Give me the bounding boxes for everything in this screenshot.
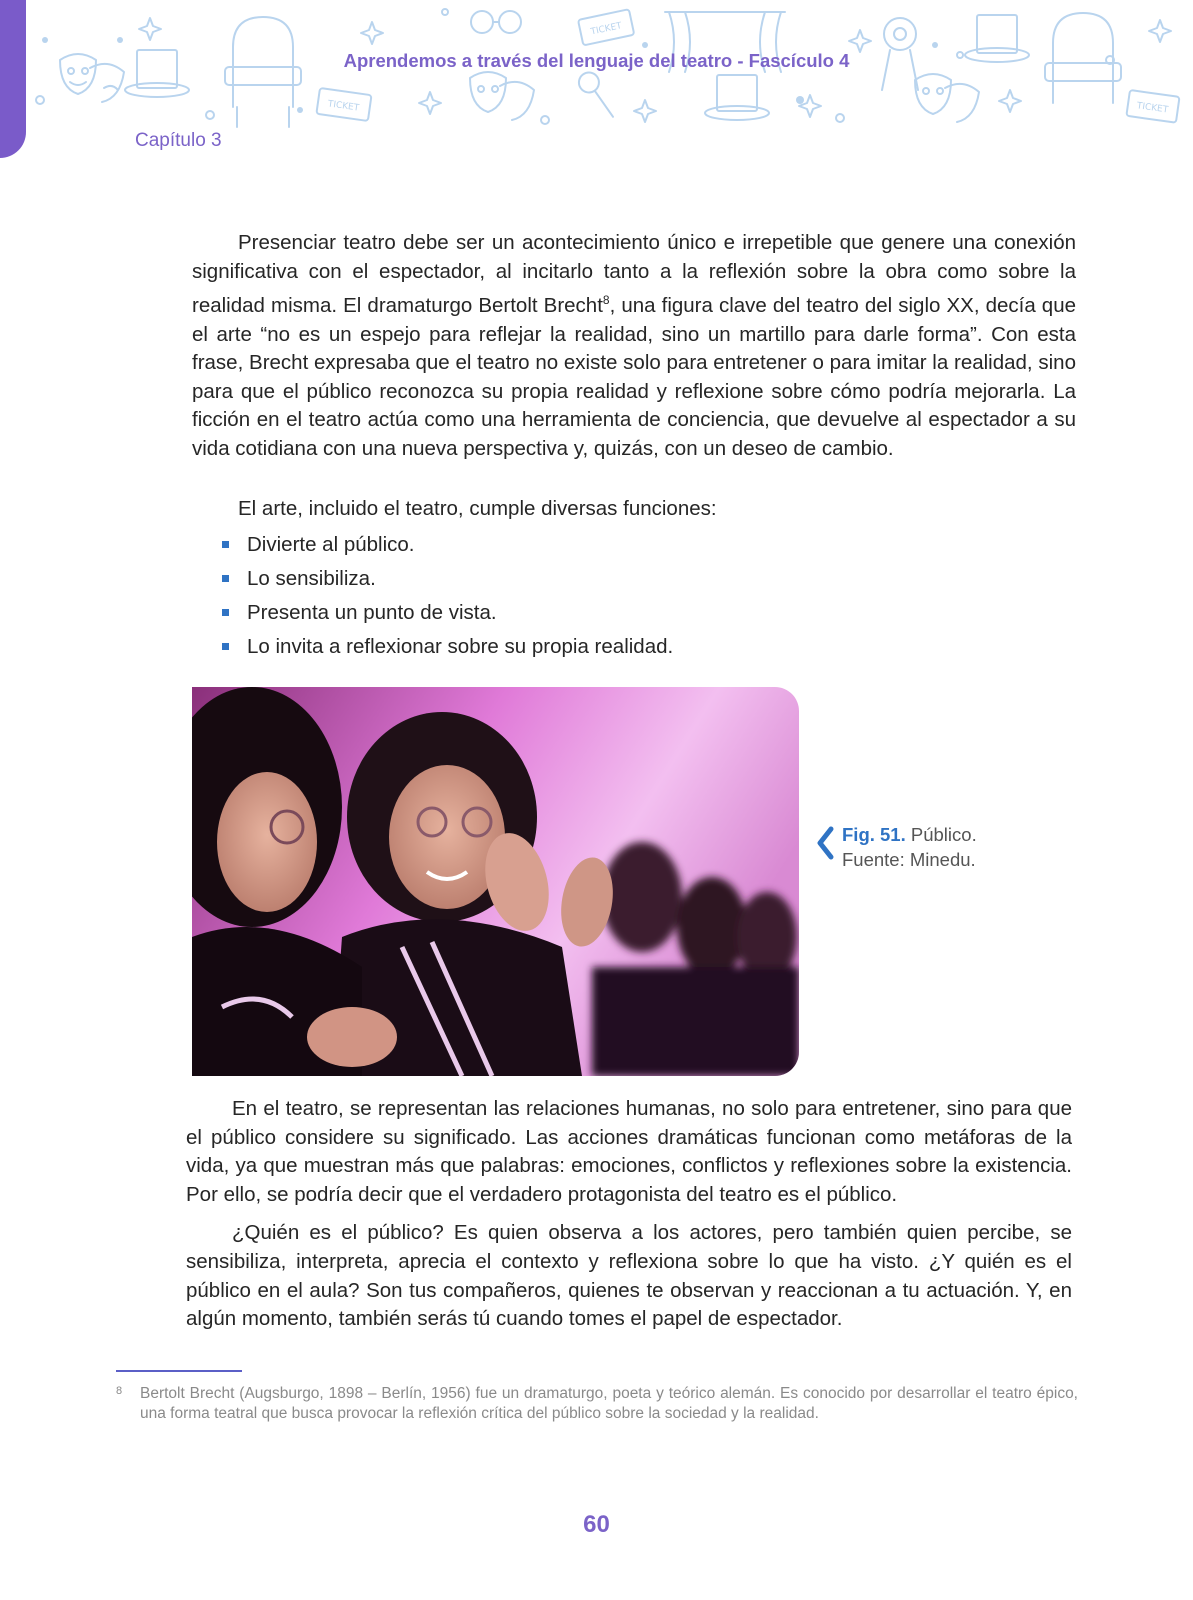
binoculars-icon bbox=[471, 11, 521, 33]
figure-source: Fuente: Minedu. bbox=[842, 849, 976, 870]
caption-text bbox=[842, 822, 977, 872]
throne-icon bbox=[225, 17, 301, 127]
footnote-text: Bertolt Brecht (Augsburgo, 1898 – Berlín, 1956) fue un dramaturgo, poeta y teórico alemán. Es conocido por desarrollar el teatro épico, una forma teatral que busca provocar la reflexión crítica del público sobre la sociedad y la realidad. bbox=[140, 1385, 1078, 1422]
ticket-icon bbox=[316, 88, 371, 121]
bullet-icon bbox=[222, 541, 229, 548]
list-item bbox=[222, 565, 673, 599]
list-item-text: Divierte al público. bbox=[247, 533, 415, 556]
fascicle-title: Aprendemos a través del lenguaje del teatro - Fascículo 4 bbox=[343, 50, 850, 71]
figure-caption bbox=[817, 822, 977, 872]
list-item bbox=[222, 599, 673, 633]
figure-title: Público. bbox=[910, 824, 977, 845]
list-item bbox=[222, 531, 673, 565]
closing-paragraphs bbox=[186, 1095, 1072, 1334]
page-number: 60 bbox=[583, 1511, 610, 1538]
paragraph: ¿Quién es el público? Es quien observa a los actores, pero también quien percibe, se sensibiliza, interpreta, aprecia el contexto y reflexiona sobre lo que ha visto. ¿Y quién es el público en el aula? Son tus compañeros, quienes te observan y reaccionan a tu actuación. Y, en algún momento, también serás tú cuando tomes el papel de espectador. bbox=[186, 1221, 1072, 1331]
figure-label: Fig. 51. bbox=[842, 824, 906, 845]
list-item-text: Presenta un punto de vista. bbox=[247, 601, 497, 624]
bullet-icon bbox=[222, 643, 229, 650]
list-intro: El arte, incluido el teatro, cumple diversas funciones: bbox=[238, 497, 717, 520]
intro-paragraph-block bbox=[192, 229, 1076, 464]
theatre-masks-icon bbox=[915, 74, 979, 122]
footnote-ref[interactable]: 8 bbox=[602, 293, 610, 308]
functions-list bbox=[222, 531, 673, 667]
ticket-icon bbox=[1126, 90, 1179, 123]
list-item-text: Lo invita a reflexionar sobre su propia realidad. bbox=[247, 635, 674, 658]
paragraph-text: Presenciar teatro debe ser un acontecimiento único e irrepetible que genere una conexión significativa con el espectador, al incitarlo tanto a la reflexión sobre la obra como sobre la realidad misma. El dramaturgo Bertolt Brecht bbox=[192, 231, 1076, 318]
microphone-icon bbox=[575, 69, 621, 123]
bullet-icon bbox=[222, 609, 229, 616]
footnote bbox=[116, 1384, 1078, 1424]
chapter-label: Capítulo 3 bbox=[135, 130, 222, 151]
footnote-number: 8 bbox=[116, 1385, 123, 1397]
audience-photo bbox=[192, 687, 799, 1076]
paragraph: En el teatro, se representan las relaciones humanas, no solo para entretener, sino para que el público considere su significado. Las acciones dramáticas funcionan como metáforas de la vida, ya que muestran más que palabras: emociones, conflictos y reflexiones sobre la existencia. Por ello, se podría decir que el verdadero protagonista del teatro es el público. bbox=[186, 1097, 1072, 1206]
footnote-divider bbox=[116, 1370, 242, 1372]
svg-text:TICKET: TICKET bbox=[1136, 101, 1169, 116]
intro-paragraph bbox=[192, 229, 1076, 464]
top-hat-icon bbox=[705, 75, 769, 120]
list-item-text: Lo sensibiliza. bbox=[247, 567, 376, 590]
svg-text:TICKET: TICKET bbox=[327, 99, 360, 114]
bullet-icon bbox=[222, 575, 229, 582]
chevron-left-icon bbox=[815, 826, 835, 860]
theatre-masks-icon bbox=[470, 72, 534, 120]
paragraph-text: , una figura clave del teatro del siglo XX, decía que el arte “no es un espejo para reflejar la realidad, sino un martillo para darle forma”. Con esta frase, Brecht expresaba que el teatro no existe solo para entretener o para imitar la realidad, sino para que el público reconozca su propia realidad y reflexione sobre cómo podría mejorarla. La ficción en el teatro actúa como una herramienta de conciencia, que devuelve al espectador a su vida cotidiana con una nueva perspectiva y, quizás, con un deseo de cambio. bbox=[192, 294, 1077, 460]
ticket-icon bbox=[578, 9, 634, 45]
chapter-tab bbox=[0, 0, 26, 158]
list-item bbox=[222, 633, 673, 667]
svg-text:TICKET: TICKET bbox=[589, 21, 623, 38]
